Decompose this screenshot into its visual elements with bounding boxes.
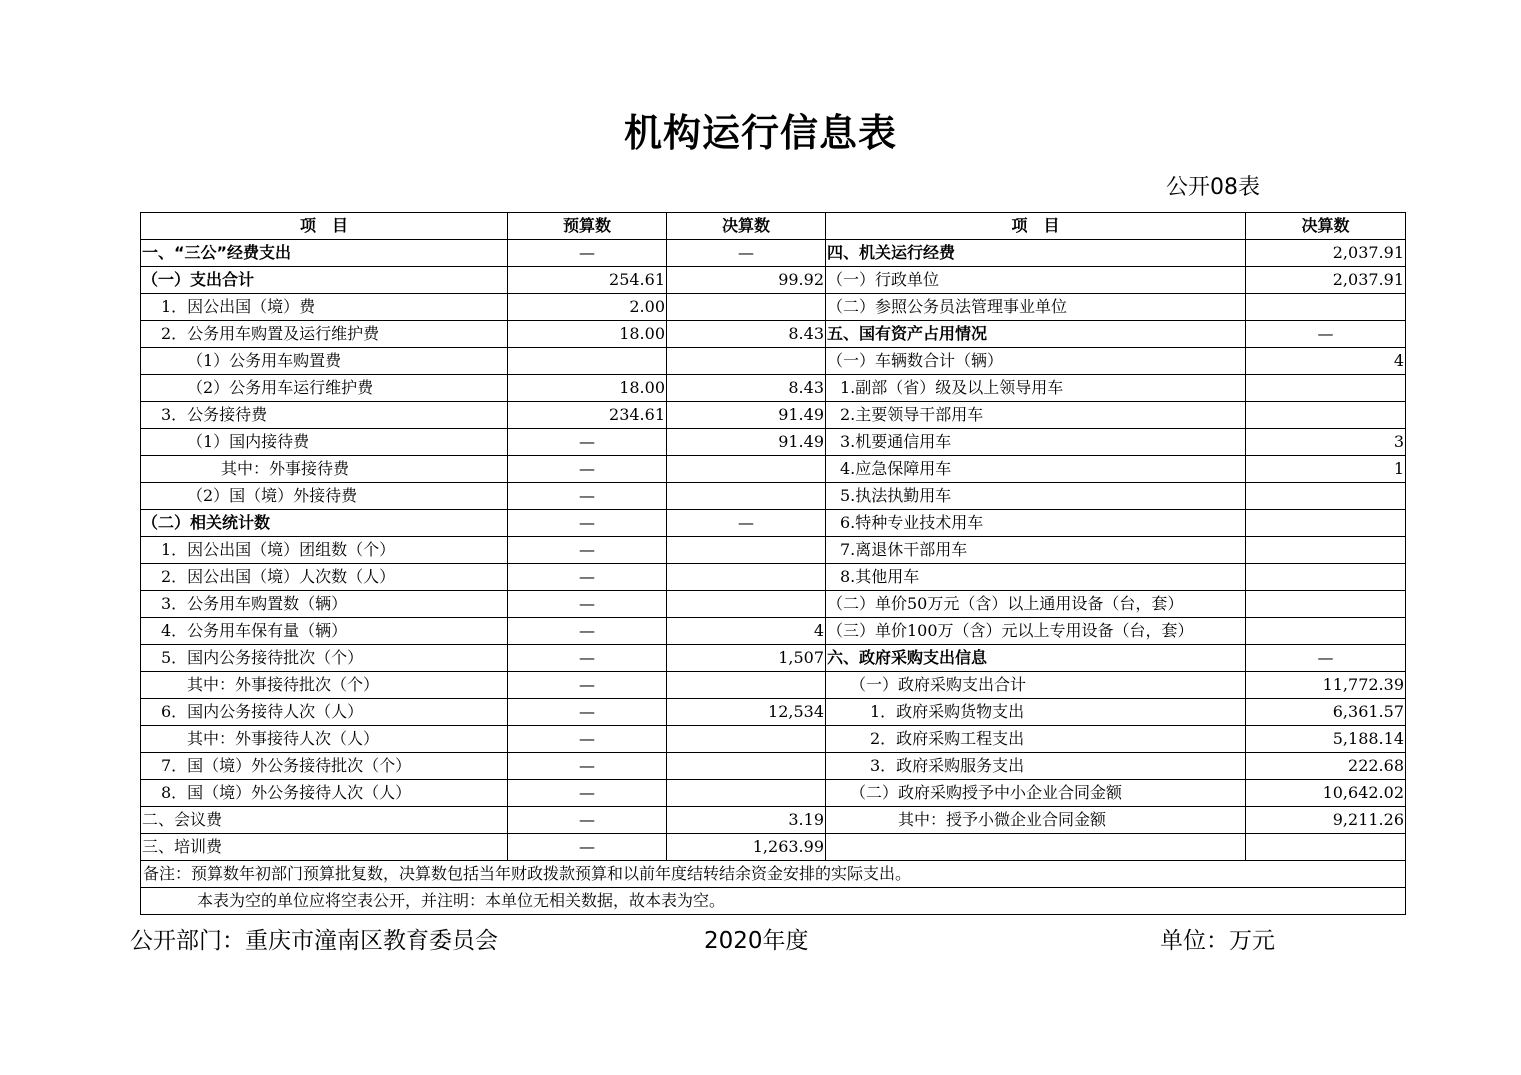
table-row [141,834,1406,861]
right-label: 8.其他用车 [826,564,1246,591]
table-row [141,537,1406,564]
row-label: 其中：外事接待人次（人） [141,726,508,753]
table-row [141,402,1406,429]
note-row [141,888,1406,915]
right-value: 6,361.57 [1246,699,1406,726]
budget-value [508,348,667,375]
right-label: 1．政府采购货物支出 [826,699,1246,726]
budget-value: — [508,780,667,807]
row-label: 其中：外事接待费 [141,456,508,483]
right-value [1246,834,1406,861]
row-label: （1）国内接待费 [141,429,508,456]
final-value [667,564,826,591]
budget-value: — [508,807,667,834]
right-label: 五、国有资产占用情况 [826,321,1246,348]
table-row [141,564,1406,591]
row-label: 三、培训费 [141,834,508,861]
right-value [1246,375,1406,402]
final-value: 8.43 [667,321,826,348]
row-label: 一、“三公”经费支出 [141,240,508,267]
budget-value: — [508,726,667,753]
final-value [667,591,826,618]
table-number: 公开08表 [1166,175,1260,200]
budget-value: — [508,537,667,564]
right-label [826,834,1246,861]
budget-value: — [508,753,667,780]
budget-value: 2.00 [508,294,667,321]
row-label: （2）国（境）外接待费 [141,483,508,510]
right-value: — [1246,645,1406,672]
budget-value: — [508,672,667,699]
table-row [141,456,1406,483]
table-row [141,726,1406,753]
right-value [1246,510,1406,537]
final-value [667,726,826,753]
row-label: 2．因公出国（境）人次数（人） [141,564,508,591]
right-label: （二）政府采购授予中小企业合同金额 [826,780,1246,807]
table-row [141,429,1406,456]
final-value [667,456,826,483]
right-label: 3.机要通信用车 [826,429,1246,456]
final-value: 99.92 [667,267,826,294]
final-value [667,294,826,321]
budget-value: — [508,240,667,267]
final-value: 91.49 [667,429,826,456]
row-label: 6．国内公务接待人次（人） [141,699,508,726]
right-label: （三）单价100万（含）元以上专用设备（台，套） [826,618,1246,645]
header-item-left: 项 目 [141,213,508,240]
row-label: （二）相关统计数 [141,510,508,537]
right-value [1246,564,1406,591]
budget-value: — [508,591,667,618]
footer-unit: 单位：万元 [1160,928,1275,954]
right-label: （二）参照公务员法管理事业单位 [826,294,1246,321]
final-value: — [667,510,826,537]
row-label: （1）公务用车购置费 [141,348,508,375]
table-row [141,807,1406,834]
table-row [141,780,1406,807]
row-label: 2．公务用车购置及运行维护费 [141,321,508,348]
right-label: 6.特种专业技术用车 [826,510,1246,537]
table-row [141,672,1406,699]
table-row [141,699,1406,726]
right-label: 2．政府采购工程支出 [826,726,1246,753]
budget-value: 18.00 [508,321,667,348]
final-value [667,672,826,699]
table-row [141,483,1406,510]
right-value [1246,402,1406,429]
budget-value: 254.61 [508,267,667,294]
header-final-right: 决算数 [1246,213,1406,240]
final-value [667,753,826,780]
row-label: 8．国（境）外公务接待人次（人） [141,780,508,807]
right-label: 7.离退休干部用车 [826,537,1246,564]
table-row [141,267,1406,294]
table-row [141,645,1406,672]
right-label: 2.主要领导干部用车 [826,402,1246,429]
final-value: 4 [667,618,826,645]
right-label: 六、政府采购支出信息 [826,645,1246,672]
table-row [141,321,1406,348]
final-value: 1,263.99 [667,834,826,861]
header-item-right: 项 目 [826,213,1246,240]
right-value [1246,618,1406,645]
budget-value: 234.61 [508,402,667,429]
table-row [141,591,1406,618]
table-row [141,375,1406,402]
final-value [667,780,826,807]
budget-value: — [508,429,667,456]
right-value: 10,642.02 [1246,780,1406,807]
budget-value: — [508,564,667,591]
row-label: （一）支出合计 [141,267,508,294]
row-label: 二、会议费 [141,807,508,834]
right-value: 2,037.91 [1246,267,1406,294]
final-value: 1,507 [667,645,826,672]
final-value: 91.49 [667,402,826,429]
footer-year: 2020年度 [704,928,809,954]
row-label: 1．因公出国（境）费 [141,294,508,321]
row-label: 7．国（境）外公务接待批次（个） [141,753,508,780]
right-value: — [1246,321,1406,348]
right-label: 其中：授予小微企业合同金额 [826,807,1246,834]
final-value [667,348,826,375]
row-label: 1．因公出国（境）团组数（个） [141,537,508,564]
row-label: （2）公务用车运行维护费 [141,375,508,402]
right-label: （一）行政单位 [826,267,1246,294]
budget-value: 18.00 [508,375,667,402]
budget-value: — [508,483,667,510]
right-label: 四、机关运行经费 [826,240,1246,267]
row-label: 5．国内公务接待批次（个） [141,645,508,672]
right-value [1246,537,1406,564]
header-final-left: 决算数 [667,213,826,240]
right-value: 11,772.39 [1246,672,1406,699]
final-value [667,537,826,564]
right-value: 222.68 [1246,753,1406,780]
final-value: — [667,240,826,267]
row-label: 3．公务用车购置数（辆） [141,591,508,618]
row-label: 3．公务接待费 [141,402,508,429]
table-row [141,294,1406,321]
right-label: 4.应急保障用车 [826,456,1246,483]
page-title: 机构运行信息表 [623,111,897,155]
header-row [141,213,1406,240]
header-budget: 预算数 [508,213,667,240]
table-row [141,240,1406,267]
right-label: （一）车辆数合计（辆） [826,348,1246,375]
right-value: 4 [1246,348,1406,375]
right-label: 5.执法执勤用车 [826,483,1246,510]
budget-value: — [508,456,667,483]
note-empty-table: 本表为空的单位应将空表公开，并注明：本单位无相关数据，故本表为空。 [141,888,1406,915]
right-value: 9,211.26 [1246,807,1406,834]
budget-value: — [508,510,667,537]
final-value: 8.43 [667,375,826,402]
row-label: 其中：外事接待批次（个） [141,672,508,699]
budget-value: — [508,618,667,645]
right-label: （一）政府采购支出合计 [826,672,1246,699]
row-label: 4．公务用车保有量（辆） [141,618,508,645]
budget-value: — [508,834,667,861]
right-value: 2,037.91 [1246,240,1406,267]
info-table [140,212,1406,915]
note-remark: 备注：预算数年初部门预算批复数，决算数包括当年财政拨款预算和以前年度结转结余资金安排的实际支出。 [141,861,1406,888]
table-row [141,510,1406,537]
right-label: 3．政府采购服务支出 [826,753,1246,780]
table-row [141,348,1406,375]
footer-department: 公开部门：重庆市潼南区教育委员会 [130,928,498,954]
final-value: 3.19 [667,807,826,834]
final-value: 12,534 [667,699,826,726]
final-value [667,483,826,510]
right-label: 1.副部（省）级及以上领导用车 [826,375,1246,402]
right-value: 3 [1246,429,1406,456]
right-label: （二）单价50万元（含）以上通用设备（台，套） [826,591,1246,618]
right-value [1246,591,1406,618]
budget-value: — [508,699,667,726]
right-value [1246,483,1406,510]
table-row [141,618,1406,645]
right-value [1246,294,1406,321]
table-row [141,753,1406,780]
note-row [141,861,1406,888]
budget-value: — [508,645,667,672]
right-value: 1 [1246,456,1406,483]
right-value: 5,188.14 [1246,726,1406,753]
